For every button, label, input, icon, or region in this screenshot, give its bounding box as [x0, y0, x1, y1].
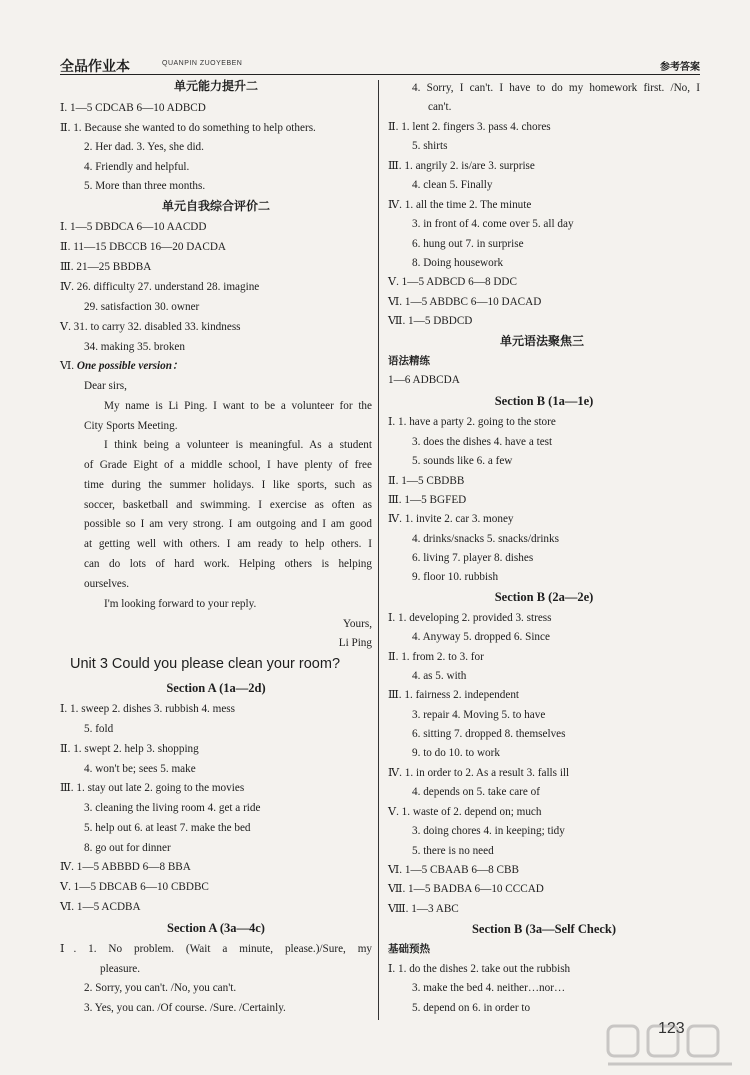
right-line [412, 726, 566, 742]
left-line [84, 820, 251, 836]
line-text: Ⅱ. 1. lent 2. fingers 3. pass 4. chores [388, 121, 551, 133]
right-line [412, 707, 545, 723]
line-text: 5. help out 6. at least 7. make the bed [84, 822, 251, 834]
left-line [60, 259, 151, 275]
left-line [84, 457, 372, 473]
line-text: Ⅰ. 1. do the dishes 2. take out the rubbish [388, 963, 571, 975]
line-text: Unit 3 Could you please clean your room? [70, 656, 341, 672]
line-text: 3. does the dishes 4. have a test [412, 436, 553, 448]
line-text: 4. depends on 5. take care of [412, 786, 540, 798]
right-line [412, 1000, 530, 1016]
line-text: Section B (1a—1e) [494, 394, 594, 408]
line-text: Ⅵ. 1—5 ACDBA [60, 901, 141, 913]
line-text: Section B (3a—Self Check) [471, 922, 617, 936]
left-line [84, 721, 113, 737]
left-line [84, 516, 372, 532]
right-line [388, 274, 517, 290]
line-text: Section A (3a—4c) [167, 921, 265, 935]
left-line [84, 556, 372, 572]
line-text: Ⅱ. 1—5 CBDBB [388, 475, 465, 487]
line-text: 单元语法聚焦三 [500, 334, 585, 348]
right-line [412, 434, 552, 450]
line-text: Ⅲ. 1. angrily 2. is/are 3. surprise [388, 160, 535, 172]
left-line [84, 761, 196, 777]
line-text: Section A (1a—2d) [166, 681, 266, 695]
right-line [412, 255, 503, 271]
right-line [388, 862, 519, 878]
left-line [60, 899, 141, 915]
line-text: Ⅱ. 1. swept 2. help 3. shopping [60, 743, 199, 755]
line-text: 2. Sorry, you can't. /No, you can't. [84, 982, 237, 994]
right-line [412, 453, 512, 469]
right-line [388, 473, 464, 489]
right-line [500, 333, 584, 349]
line-text: possible so I am very strong. I am outgoing and I am good [84, 518, 372, 530]
line-text: of Grade Eight of a middle school, I have plenty of free [84, 459, 372, 471]
line-text: 4. clean 5. Finally [412, 179, 493, 191]
left-line [84, 159, 189, 175]
right-line [412, 80, 700, 96]
reference-answers-label: 参考答案 [660, 62, 700, 73]
right-line [388, 511, 514, 527]
line-text: 8. Doing housework [412, 257, 504, 269]
brand-pinyin: QUANPIN ZUOYEBEN [162, 60, 243, 67]
left-line [60, 635, 372, 651]
line-text: I think being a volunteer is meaningful. As a student [104, 439, 372, 451]
line-text: 5. there is no need [412, 845, 494, 857]
line-text: Ⅲ. 1—5 BGFED [388, 494, 467, 506]
line-text: 1—6 ADBCDA [388, 374, 460, 386]
line-text: 单元自我综合评价二 [161, 199, 270, 213]
right-line [412, 843, 494, 859]
left-line [60, 741, 199, 757]
line-text: Ⅶ. 1—5 DBDCD [388, 315, 473, 327]
line-emphasis: One possible version： [76, 360, 184, 372]
line-text: 6. sitting 7. dropped 8. themselves [412, 728, 566, 740]
left-line [60, 239, 226, 255]
line-text: 单元能力提升二 [173, 79, 258, 93]
line-text: Ⅲ. 1. fairness 2. independent [388, 689, 520, 701]
page-number: 123 [658, 1020, 685, 1037]
right-line [388, 119, 551, 135]
line-text: Ⅱ. 1. from 2. to 3. for [388, 651, 484, 663]
right-line [388, 804, 541, 820]
line-text: Yours, [342, 618, 372, 630]
right-line [388, 901, 459, 917]
right-line [388, 313, 472, 329]
line-text: 9. floor 10. rubbish [412, 571, 499, 583]
line-text: Ⅱ. 1. Because she wanted to do something to help others. [60, 122, 316, 134]
line-text: Ⅰ. 1—5 CDCAB 6—10 ADBCD [60, 102, 206, 114]
line-text: can do lots of hard work. Helping others is helping [84, 558, 372, 570]
left-line [84, 980, 236, 996]
right-line [388, 649, 484, 665]
right-line [428, 99, 451, 115]
left-line [84, 139, 204, 155]
left-line [60, 701, 235, 717]
right-line [412, 177, 492, 193]
left-line [100, 961, 140, 977]
right-line [412, 138, 447, 154]
right-line [412, 216, 574, 232]
right-line [388, 492, 466, 508]
left-line [60, 319, 241, 335]
line-text: Ⅶ. 1—5 BADBA 6—10 CCCAD [388, 883, 544, 895]
line-text: Ⅷ. 1—3 ABC [388, 903, 459, 915]
line-text: Ⅵ. 1—5 ABDBC 6—10 DACAD [388, 296, 542, 308]
line-text: ourselves. [84, 578, 130, 590]
line-text: Ⅴ. 31. to carry 32. disabled 33. kindness [60, 321, 241, 333]
line-text: 5. fold [84, 723, 114, 735]
line-text: Ⅰ. 1—5 DBDCA 6—10 AACDD [60, 221, 207, 233]
line-text: time during the summer holidays. I like sports, such as [84, 479, 372, 491]
left-line [60, 941, 372, 957]
right-line [388, 687, 519, 703]
line-text: Ⅳ. 1. all the time 2. The minute [388, 199, 532, 211]
left-line [84, 800, 260, 816]
line-text: pleasure. [100, 963, 141, 975]
left-line [60, 279, 259, 295]
line-text: I'm looking forward to your reply. [104, 598, 257, 610]
line-text: 29. satisfaction 30. owner [84, 301, 200, 313]
left-line [84, 378, 127, 394]
line-text: 6. hung out 7. in surprise [412, 238, 524, 250]
line-text: 4. Sorry, I can't. I have to do my homework first. /No, I [412, 82, 700, 94]
page-header [60, 56, 700, 76]
line-text: City Sports Meeting. [84, 420, 178, 432]
right-line [412, 550, 533, 566]
line-text: 6. living 7. player 8. dishes [412, 552, 534, 564]
line-text: 4. drinks/snacks 5. snacks/drinks [412, 533, 559, 545]
left-line [84, 477, 372, 493]
line-text: Ⅰ. 1. developing 2. provided 3. stress [388, 612, 552, 624]
right-line [388, 414, 556, 430]
right-line [388, 610, 552, 626]
right-line [388, 294, 541, 310]
right-line [388, 393, 700, 409]
line-text: can't. [428, 101, 452, 113]
left-line [60, 780, 244, 796]
right-line [388, 881, 544, 897]
left-line [84, 497, 372, 513]
left-line [60, 358, 183, 374]
left-line [60, 78, 372, 94]
line-text: 5. sounds like 6. a few [412, 455, 513, 467]
right-line [388, 589, 700, 605]
left-line [60, 680, 372, 696]
left-line [60, 859, 191, 875]
line-text: 8. go out for dinner [84, 842, 171, 854]
line-text: Ⅰ. 1. sweep 2. dishes 3. rubbish 4. mess [60, 703, 236, 715]
brand-title: 全品作业本 [60, 59, 130, 75]
left-line [84, 1000, 286, 1016]
right-line [388, 372, 460, 388]
right-line [388, 197, 531, 213]
left-line [84, 536, 372, 552]
left-line [104, 398, 372, 414]
line-text: Ⅳ. 1. in order to 2. As a result 3. falls ill [388, 767, 570, 779]
line-text: 3. doing chores 4. in keeping; tidy [412, 825, 565, 837]
left-line [84, 339, 185, 355]
right-line [388, 921, 700, 937]
line-text: 5. More than three months. [84, 180, 206, 192]
left-line [84, 299, 199, 315]
watermark-logo-icon [600, 1020, 740, 1070]
right-line [412, 236, 524, 252]
right-line [388, 158, 535, 174]
left-line [70, 656, 340, 672]
line-text: Ⅴ. 1. waste of 2. depend on; much [388, 806, 542, 818]
right-line [388, 353, 430, 369]
line-text: 2. Her dad. 3. Yes, she did. [84, 141, 204, 153]
line-text: Ⅴ. 1—5 ADBCD 6—8 DDC [388, 276, 517, 288]
right-line [412, 784, 540, 800]
right-line [412, 569, 498, 585]
line-text: Ⅳ. 1. invite 2. car 3. money [388, 513, 514, 525]
left-line [60, 879, 209, 895]
line-text: My name is Li Ping. I want to be a volunteer for the [104, 400, 372, 412]
header-rule [60, 74, 700, 75]
left-line [104, 596, 256, 612]
left-line [60, 120, 316, 136]
right-line [412, 745, 500, 761]
line-text: Ⅵ. 1—5 CBAAB 6—8 CBB [388, 864, 519, 876]
line-text: 语法精练 [388, 355, 430, 367]
line-text: 4. Anyway 5. dropped 6. Since [412, 631, 550, 643]
line-text: 3. cleaning the living room 4. get a ride [84, 802, 261, 814]
line-text: Ⅳ. 1—5 ABBBD 6—8 BBA [60, 861, 191, 873]
line-text: 4. won't be; sees 5. make [84, 763, 196, 775]
line-text: 3. in front of 4. come over 5. all day [412, 218, 574, 230]
right-line [388, 961, 570, 977]
right-line [388, 941, 430, 957]
left-line [84, 840, 171, 856]
right-line [412, 629, 550, 645]
line-text: 3. repair 4. Moving 5. to have [412, 709, 546, 721]
line-text: Ⅰ. 1. have a party 2. going to the store [388, 416, 556, 428]
line-text: soccer, basketball and swimming. I exercise as often as [84, 499, 372, 511]
line-text: 4. as 5. with [412, 670, 467, 682]
line-text: Ⅰ. 1. No problem. (Wait a minute, please.)/Sure, my [60, 943, 372, 955]
line-text: 3. make the bed 4. neither…nor… [412, 982, 566, 994]
left-line [84, 178, 205, 194]
line-text: Li Ping [338, 637, 372, 649]
line-text: Dear sirs, [84, 380, 127, 392]
left-line [60, 100, 206, 116]
line-text: 基础预热 [388, 943, 430, 955]
right-line [388, 765, 569, 781]
left-line [84, 576, 129, 592]
line-text: 34. making 35. broken [84, 341, 185, 353]
left-line [60, 920, 372, 936]
column-divider [378, 80, 379, 1020]
left-line [84, 418, 178, 434]
line-text: Ⅴ. 1—5 DBCAB 6—10 CBDBC [60, 881, 209, 893]
right-line [412, 980, 565, 996]
line-text: 5. shirts [412, 140, 448, 152]
line-text: Ⅱ. 11—15 DBCCB 16—20 DACDA [60, 241, 227, 253]
line-text: Ⅵ. [60, 360, 77, 372]
line-text: at getting well with others. I am ready to help others. I [84, 538, 372, 550]
line-text: Ⅲ. 21—25 BBDBA [60, 261, 152, 273]
left-line [60, 616, 372, 632]
line-text: Ⅳ. 26. difficulty 27. understand 28. imagine [60, 281, 260, 293]
left-line [60, 219, 206, 235]
right-line [412, 668, 466, 684]
line-text: 5. depend on 6. in order to [412, 1002, 531, 1014]
line-text: Ⅲ. 1. stay out late 2. going to the movies [60, 782, 245, 794]
line-text: Section B (2a—2e) [494, 590, 594, 604]
right-line [412, 531, 559, 547]
line-text: 4. Friendly and helpful. [84, 161, 190, 173]
line-text: 3. Yes, you can. /Of course. /Sure. /Certainly. [84, 1002, 286, 1014]
left-line [60, 198, 372, 214]
line-text: 9. to do 10. to work [412, 747, 500, 759]
right-line [412, 823, 565, 839]
left-line [104, 437, 372, 453]
